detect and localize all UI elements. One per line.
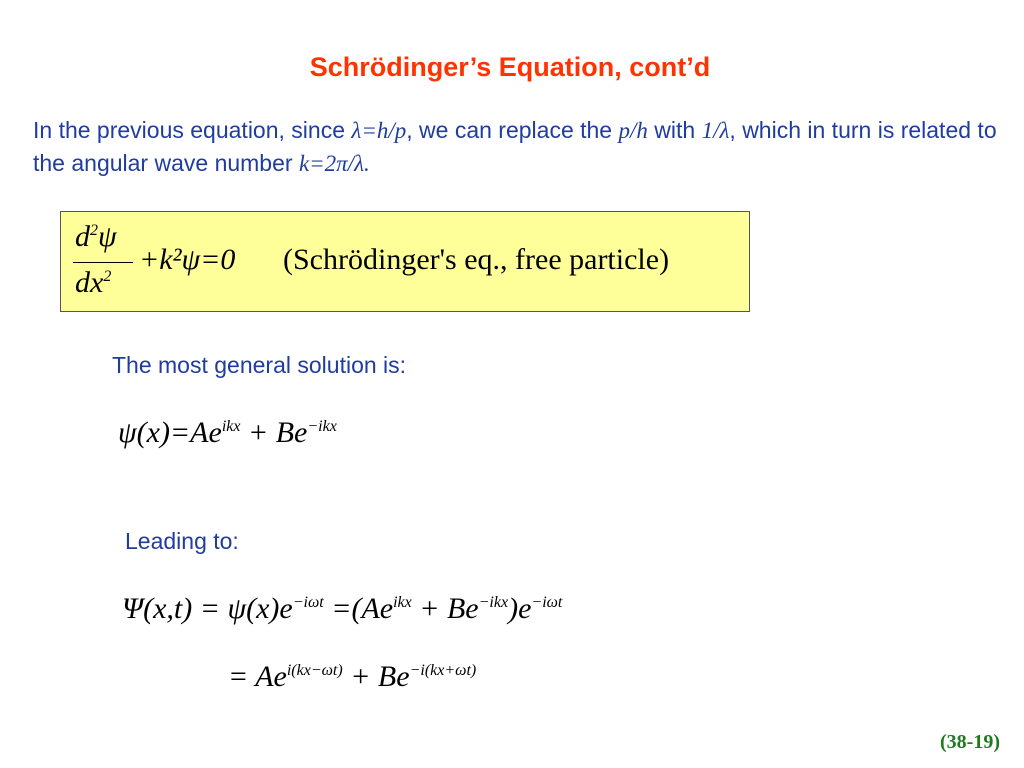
intro-text-1: In the previous equation, since: [33, 117, 352, 143]
intro-paragraph: [33, 114, 1008, 180]
page-number: (38-19): [940, 731, 1000, 753]
equation-note: (Schrödinger's eq., free particle): [283, 243, 670, 276]
intro-expr-k: k=2π/λ: [298, 151, 365, 176]
intro-expr-one-over-lambda: 1/λ: [701, 118, 730, 143]
general-solution-label: The most general solution is:: [112, 352, 407, 378]
equation-box: [60, 211, 750, 312]
fraction-bar: [73, 262, 133, 263]
intro-expr-lambda: λ=h/p: [351, 118, 407, 143]
wavefunction-line-2: = $Ae^{i(kx-\omega t)} + Be^{-i(kx+\omega t)}$: [228, 660, 477, 693]
intro-expr-p-over-h: p/h: [618, 118, 648, 143]
intro-text-4: , which in turn is related to the angular wave number: [33, 117, 997, 176]
intro-text-3: with: [647, 117, 702, 143]
fraction-numerator: $d^2\psi$: [75, 220, 117, 253]
fraction-denominator: $dx^2$: [75, 266, 112, 299]
intro-text-2: , we can replace the: [406, 117, 619, 143]
wavefunction-line-1: $\Psi(x,t) = \psi(x)e^{-i\omega t} =(Ae^{ikx} + Be^{-ikx})e^{-i\omega t}$: [122, 592, 563, 625]
equation-rest: +k²ψ=0: [139, 243, 236, 276]
leading-to-label: Leading to:: [125, 528, 239, 554]
general-solution-equation: $\psi(x)=Ae^{ikx} + Be^{-ikx}$: [118, 416, 337, 449]
intro-text-5: .: [364, 151, 370, 176]
slide-title: Schrödinger’s Equation, cont’d: [309, 52, 711, 82]
